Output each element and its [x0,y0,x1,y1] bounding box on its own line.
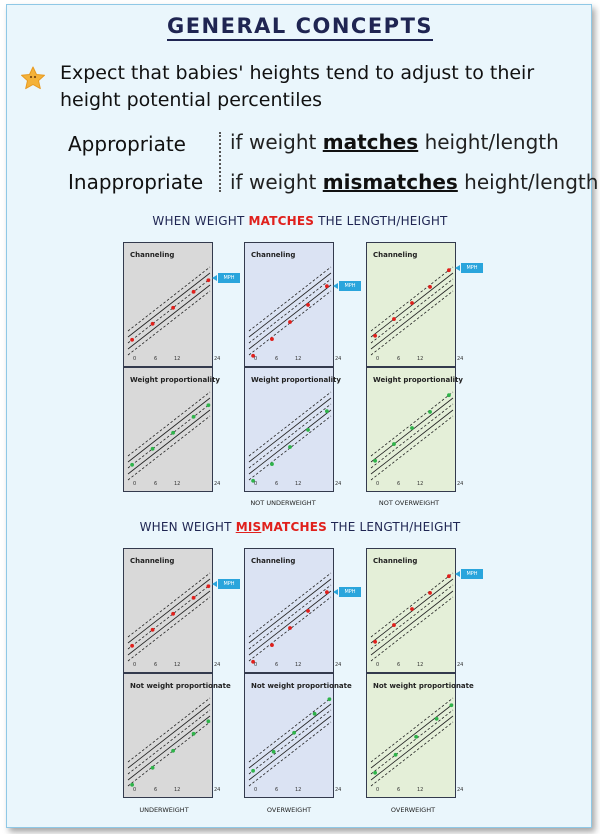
weight-point [435,717,439,721]
percentile-line-dashed [371,698,453,762]
panel-plot [124,549,212,672]
growth-panel [366,673,474,798]
percentile-line-dashed [371,722,453,786]
weight-point [192,415,196,419]
percentile-line-dashed [371,392,453,456]
height-point [192,596,196,600]
growth-panel [244,242,356,367]
height-point [206,278,210,282]
percentile-line-dashed [371,279,453,343]
page-title: GENERAL CONCEPTS [0,14,600,38]
percentile-line [249,285,331,349]
weight-point [151,447,155,451]
weight-point [192,732,196,736]
inappropriate-definition: if weight mismatches height/length [230,170,599,194]
height-point [410,607,414,611]
weight-point [447,393,451,397]
height-point [428,591,432,595]
axis-tick-label: 0 [254,787,258,793]
mph-arrow-icon [212,581,217,587]
axis-tick-label: 6 [154,356,158,362]
weight-point [306,428,310,432]
axis-tick-label: 12 [295,662,302,668]
weight-point [272,750,276,754]
panel-title: Weight proportionality [130,376,220,384]
panel-title: Not weight proportionate [373,682,474,690]
weight-point [392,442,396,446]
axis-tick-label: 12 [174,356,181,362]
height-point [192,290,196,294]
percentile-line [128,398,210,462]
axis-tick-label: 6 [397,356,401,362]
growth-panel [123,673,231,798]
axis-tick-label: 0 [254,662,258,668]
percentile-line [371,285,453,349]
percentile-line-dashed [128,291,210,355]
percentile-line [128,273,210,337]
percentile-line-dashed [128,416,210,480]
weight-point [251,769,255,773]
weight-point [373,459,377,463]
height-point [306,303,310,307]
mph-tag: MPH [339,587,361,597]
axis-tick-label: 0 [376,662,380,668]
weight-point [206,403,210,407]
axis-tick-label: 12 [174,481,181,487]
weight-point [410,426,414,430]
growth-panel [366,548,478,673]
height-point [325,590,329,594]
growth-panel [244,367,342,492]
panel-title: Channeling [373,557,418,565]
percentile-line [249,273,331,337]
percentile-line [371,273,453,337]
caption-overweight-green: OVERWEIGHT [390,806,436,814]
axis-tick-label: 12 [417,787,424,793]
mph-tag: MPH [461,569,483,579]
percentile-line-dashed [128,267,210,331]
caption-not-overweight: NOT OVERWEIGHT [378,499,440,507]
axis-tick-label: 0 [133,787,137,793]
mph-tag: MPH [218,273,240,283]
percentile-line [128,704,210,768]
percentile-line-dashed [249,698,331,762]
mph-arrow-icon [333,589,338,595]
axis-tick-label: 0 [133,481,137,487]
percentile-line-dashed [249,722,331,786]
height-point [270,337,274,341]
percentile-line-dashed [371,585,453,649]
panel-plot [367,674,455,797]
height-point [171,306,175,310]
weight-point [292,731,296,735]
caption-underweight: UNDERWEIGHT [139,806,189,814]
percentile-line [249,716,331,780]
mph-arrow-icon [212,275,217,281]
axis-tick-label: 6 [397,787,401,793]
percentile-line-dashed [128,585,210,649]
panel-title: Weight proportionality [373,376,463,384]
height-point [373,640,377,644]
weight-point [327,697,331,701]
axis-tick-label: 24 [214,356,221,362]
axis-tick-label: 24 [214,662,221,668]
height-point [288,320,292,324]
height-point [206,584,210,588]
panel-plot [245,368,333,491]
percentile-line [249,591,331,655]
percentile-line [128,410,210,474]
percentile-line-dashed [371,291,453,355]
panel-title: Channeling [373,251,418,259]
percentile-line-dashed [128,722,210,786]
panel-title: Channeling [251,251,296,259]
axis-tick-label: 0 [376,356,380,362]
percentile-line-dashed [249,710,331,774]
mph-arrow-icon [333,283,338,289]
mph-arrow-icon [455,265,460,271]
weight-point [270,462,274,466]
axis-tick-label: 12 [417,356,424,362]
weight-point [449,703,453,707]
divider [219,132,221,192]
panel-title: Channeling [251,557,296,565]
axis-tick-label: 12 [295,481,302,487]
panel-plot [245,549,333,672]
percentile-line [371,398,453,462]
growth-panel [123,367,221,492]
weight-point [428,410,432,414]
height-point [130,644,134,648]
percentile-line-dashed [128,710,210,774]
caption-overweight-blue: OVERWEIGHT [266,806,312,814]
axis-tick-label: 24 [335,481,342,487]
weight-point [151,766,155,770]
panel-plot [367,368,455,491]
weight-point [130,463,134,467]
inappropriate-label: Inappropriate [68,170,204,194]
axis-tick-label: 0 [133,662,137,668]
percentile-line [371,579,453,643]
height-point [410,301,414,305]
star-icon [20,66,46,94]
percentile-line-dashed [128,279,210,343]
weight-point [325,409,329,413]
percentile-line-dashed [128,404,210,468]
percentile-line-dashed [371,710,453,774]
axis-tick-label: 24 [457,662,464,668]
mph-tag: MPH [218,579,240,589]
axis-tick-label: 12 [174,662,181,668]
panel-title: Weight proportionality [251,376,341,384]
percentile-line [371,410,453,474]
panel-title: Not weight proportionate [130,682,231,690]
height-point [270,643,274,647]
percentile-line-dashed [371,404,453,468]
height-point [130,338,134,342]
percentile-line [249,704,331,768]
height-point [171,612,175,616]
axis-tick-label: 24 [335,787,342,793]
weight-point [206,719,210,723]
axis-tick-label: 24 [214,787,221,793]
percentile-line [128,716,210,780]
caption-not-underweight: NOT UNDERWEIGHT [250,499,316,507]
section-heading-matches: WHEN WEIGHT MATCHES THE LENGTH/HEIGHT [152,214,448,228]
lead-text: Expect that babies' heights tend to adjust to their height potential percentiles [60,62,535,111]
height-point [392,317,396,321]
percentile-line [128,285,210,349]
percentile-line-dashed [249,404,331,468]
panel-title: Not weight proportionate [251,682,352,690]
weight-point [171,749,175,753]
panel-plot [124,674,212,797]
percentile-line-dashed [371,597,453,661]
axis-tick-label: 24 [214,481,221,487]
axis-tick-label: 24 [457,481,464,487]
percentile-line-dashed [371,416,453,480]
panel-plot [245,674,333,797]
axis-tick-label: 12 [295,356,302,362]
height-point [151,628,155,632]
growth-panel [123,242,235,367]
appropriate-label: Appropriate [68,132,186,156]
axis-tick-label: 12 [417,662,424,668]
height-point [288,626,292,630]
section-heading-mismatches: WHEN WEIGHT MISMATCHES THE LENGTH/HEIGHT [139,520,461,534]
weight-point [394,753,398,757]
growth-panel [123,548,235,673]
panel-title: Channeling [130,251,175,259]
growth-panel [366,367,464,492]
percentile-line-dashed [128,392,210,456]
percentile-line-dashed [128,573,210,637]
height-point [306,609,310,613]
height-point [428,285,432,289]
axis-tick-label: 0 [133,356,137,362]
height-point [447,268,451,272]
growth-panel [244,548,356,673]
growth-panel [366,242,478,367]
axis-tick-label: 12 [295,787,302,793]
height-point [151,322,155,326]
height-point [392,623,396,627]
percentile-line-dashed [128,698,210,762]
mph-tag: MPH [461,263,483,273]
percentile-line [371,716,453,780]
height-point [373,334,377,338]
height-point [447,574,451,578]
growth-panel [244,673,352,798]
percentile-line [249,398,331,462]
percentile-line [371,591,453,655]
percentile-line [249,410,331,474]
percentile-line-dashed [249,585,331,649]
percentile-line-dashed [128,597,210,661]
panel-plot [367,549,455,672]
axis-tick-label: 12 [417,481,424,487]
panel-plot [124,243,212,366]
axis-tick-label: 6 [275,662,279,668]
axis-tick-label: 24 [335,356,342,362]
percentile-line-dashed [371,573,453,637]
axis-tick-label: 24 [457,356,464,362]
percentile-line-dashed [249,279,331,343]
percentile-line [128,591,210,655]
axis-tick-label: 6 [275,787,279,793]
weight-point [313,712,317,716]
weight-point [414,735,418,739]
axis-tick-label: 6 [275,356,279,362]
panel-plot [245,243,333,366]
panel-plot [367,243,455,366]
axis-tick-label: 6 [154,787,158,793]
weight-point [171,431,175,435]
percentile-line [371,704,453,768]
axis-tick-label: 0 [376,481,380,487]
axis-tick-label: 12 [174,787,181,793]
axis-tick-label: 6 [397,481,401,487]
axis-tick-label: 6 [275,481,279,487]
axis-tick-label: 6 [397,662,401,668]
mph-tag: MPH [339,281,361,291]
percentile-line [128,579,210,643]
panel-plot [124,368,212,491]
panel-title: Channeling [130,557,175,565]
percentile-line [249,579,331,643]
percentile-line-dashed [371,267,453,331]
weight-point [373,771,377,775]
axis-tick-label: 6 [154,662,158,668]
axis-tick-label: 0 [254,356,258,362]
height-point [325,284,329,288]
axis-tick-label: 24 [457,787,464,793]
appropriate-definition: if weight matches height/length [230,130,559,154]
mph-arrow-icon [455,571,460,577]
axis-tick-label: 0 [376,787,380,793]
axis-tick-label: 0 [254,481,258,487]
weight-point [288,445,292,449]
axis-tick-label: 24 [335,662,342,668]
axis-tick-label: 6 [154,481,158,487]
